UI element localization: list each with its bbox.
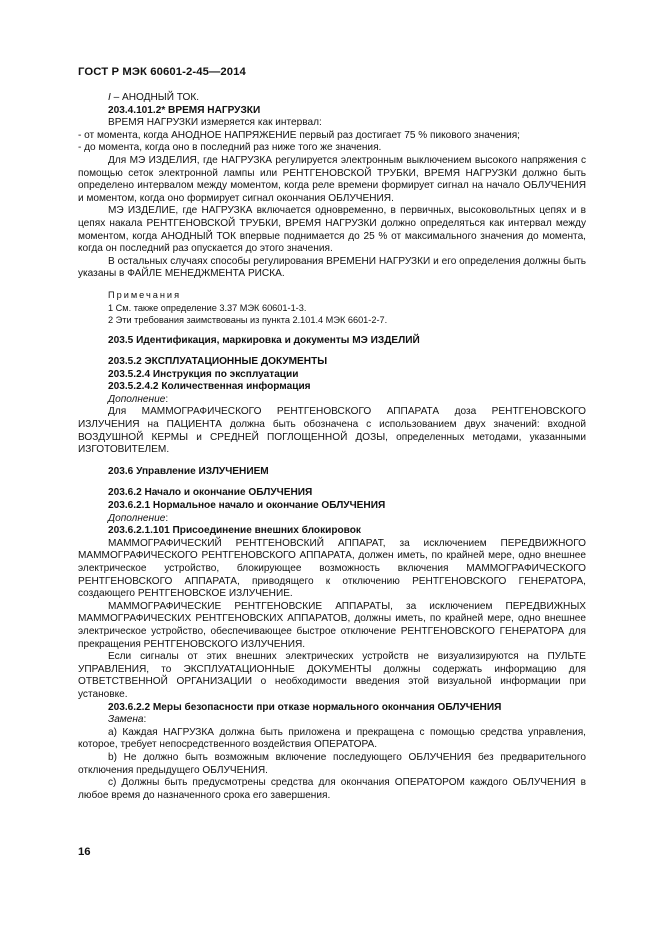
heading-203-5: 203.5 Идентификация, маркировка и документы МЭ ИЗДЕЛИЙ xyxy=(108,334,420,346)
page-number: 16 xyxy=(78,846,91,858)
heading-203-6-2-1: 203.6.2.1 Нормальное начало и окончание ОБЛУЧЕНИЯ xyxy=(108,500,386,512)
symbol-i: I xyxy=(108,92,111,103)
paragraph-2: МЭ ИЗДЕЛИЕ, где НАГРУЗКА включается одновременно, в первичных, высоковольтных цепях и в цепях накала РЕНТГЕНОВСКОЙ ТРУБКИ, ВРЕМЯ НАГРУЗКИ должно определяться как интервал между моментом, когда АНОДНЫЙ ТОК впервые поднимается до 25 % от максимального значения до момента, когда он последний раз опускается до этого значения. xyxy=(78,205,586,255)
heading-203-6-2-2: 203.6.2.2 Меры безопасности при отказе нормального окончания ОБЛУЧЕНИЯ xyxy=(108,701,502,713)
note-1: 1 См. также определение 3.37 МЭК 60601-1-3. xyxy=(108,302,307,313)
definition-text: – АНОДНЫЙ ТОК. xyxy=(110,92,200,103)
heading-203-5-2-4-2: 203.5.2.4.2 Количественная информация xyxy=(108,381,311,393)
heading-203-4-101-2: 203.4.101.2* ВРЕМЯ НАГРУЗКИ xyxy=(108,104,261,116)
definition-anode-current xyxy=(78,92,586,105)
heading-203-6-2-1-101: 203.6.2.1.101 Присоединение внешних блокировок xyxy=(108,525,361,537)
paragraph-a: а) Каждая НАГРУЗКА должна быть приложена и прекращена с помощью средства управления, которое, требует непосредственного воздействия ОПЕРАТОРА. xyxy=(78,726,586,751)
notes-title: Примечания xyxy=(108,289,182,300)
addition-label-1: Дополнение: xyxy=(108,393,169,405)
paragraph-b: b) Не должно быть возможным включение последующего ОБЛУЧЕНИЯ без предварительного отключения предыдущего ОБЛУЧЕНИЯ. xyxy=(78,751,586,776)
paragraph-1: Для МЭ ИЗДЕЛИЯ, где НАГРУЗКА регулируется электронным выключением высокого напряжения с помощью сеток электронной лампы или РЕНТГЕНОВСКОЙ ТРУБКИ, ВРЕМЯ НАГРУЗКИ должно быть определено интервалом между моментом, когда реле времени формирует сигнал на начало ОБЛУЧЕНИЯ и моментом, когда оно формирует сигнал окончания ОБЛУЧЕНИЯ. xyxy=(78,154,586,204)
document-body xyxy=(78,92,586,802)
paragraph-3: В остальных случаях способы регулирования ВРЕМЕНИ НАГРУЗКИ и его определения должны быть указаны в ФАЙЛЕ МЕНЕДЖМЕНТА РИСКА. xyxy=(78,255,586,280)
running-header: ГОСТ Р МЭК 60601-2-45—2014 xyxy=(78,66,246,78)
heading-203-6: 203.6 Управление ИЗЛУЧЕНИЕМ xyxy=(108,465,269,477)
heading-203-6-2: 203.6.2 Начало и окончание ОБЛУЧЕНИЯ xyxy=(108,487,313,499)
paragraph-c: c) Должны быть предусмотрены средства для окончания ОПЕРАТОРОМ каждого ОБЛУЧЕНИЯ в любое время до назначенного срока его завершения. xyxy=(78,777,586,801)
paragraph-4: Для МАММОГРАФИЧЕСКОГО РЕНТГЕНОВСКОГО АППАРАТА доза РЕНТГЕНОВСКОГО ИЗЛУЧЕНИЯ на ПАЦИЕНТА должна быть обозначена с использованием двух значений: входной ВОЗДУШНОЙ КЕРМЫ и СРЕДНЕЙ ПОГЛОЩЕННОЙ ДОЗЫ, определенных методами, указанными ИЗГОТОВИТЕЛЕМ. xyxy=(78,406,586,456)
list-item-2: - до момента, когда оно в последний раз ниже того же значения. xyxy=(78,142,382,154)
list-item-1: - от момента, когда АНОДНОЕ НАПРЯЖЕНИЕ первый раз достигает 75 % пикового значения; xyxy=(78,129,520,141)
heading-203-5-2: 203.5.2 ЭКСПЛУАТАЦИОННЫЕ ДОКУМЕНТЫ xyxy=(108,356,328,368)
heading-203-5-2-4: 203.5.2.4 Инструкция по эксплуатации xyxy=(108,368,299,380)
paragraph-6: МАММОГРАФИЧЕСКИЕ РЕНТГЕНОВСКИЕ АППАРАТЫ, за исключением ПЕРЕДВИЖНЫХ МАММОГРАФИЧЕСКИХ РЕНТГЕНОВСКИХ АППАРАТОВ, должны иметь, по крайней мере, одно внешнее электрическое устройство, обеспечивающее быстрое отключение РЕНТГЕНОВСКОГО ГЕНЕРАТОРА для прекращения РЕНТГЕНОВСКОГО ИЗЛУЧЕНИЯ. xyxy=(78,600,586,650)
note-2: 2 Эти требования заимствованы из пункта 2.101.4 МЭК 6601-2-7. xyxy=(108,314,388,325)
paragraph-load-time: ВРЕМЯ НАГРУЗКИ измеряется как интервал: xyxy=(108,117,322,129)
paragraph-7: Если сигналы от этих внешних электрических устройств не визуализируются на ПУЛЬТЕ УПРАВЛЕНИЯ, то ЭКСПЛУАТАЦИОННЫЕ ДОКУМЕНТЫ должны содержать информацию для ОТВЕТСТВЕННОЙ ОРГАНИЗАЦИИ о необходимости введения этой визуальной информации при установке. xyxy=(78,651,586,700)
replacement-label: Замена: xyxy=(108,714,147,726)
addition-label-2: Дополнение: xyxy=(108,512,169,524)
paragraph-5: МАММОГРАФИЧЕСКИЙ РЕНТГЕНОВСКИЙ АППАРАТ, за исключением ПЕРЕДВИЖНОГО МАММОГРАФИЧЕСКОГО РЕНТГЕНОВСКОГО АППАРАТА, должен иметь, по крайней мере, одно внешнее электрическое устройство, блокирующее возможность включения МАММОГРАФИЧЕСКОГО РЕНТГЕНОВСКОГО АППАРАТА, приводящего к отключению РЕНТГЕНОВСКОГО ГЕНЕРАТОРА, создающего РЕНТГЕНОВСКОЕ ИЗЛУЧЕНИЕ. xyxy=(78,537,586,600)
